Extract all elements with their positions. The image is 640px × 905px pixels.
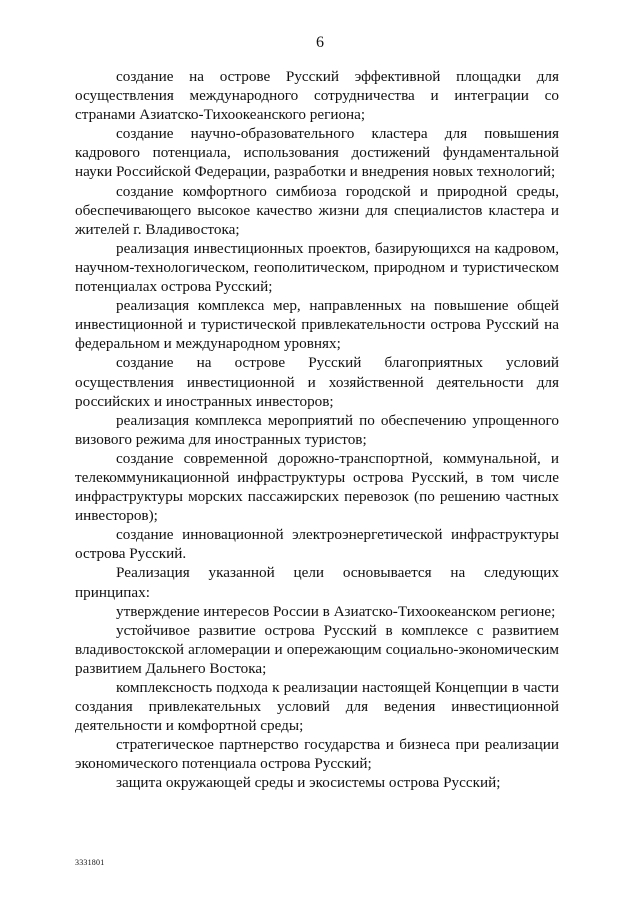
paragraph: стратегическое партнерство государства и бизнеса при реализации экономического потенциала острова Русский; [75, 736, 559, 773]
paragraph: реализация инвестиционных проектов, базирующихся на кадровом, научном-технологическом, геополитическом, природном и туристическом потенциалах острова Русский; [75, 239, 559, 296]
paragraph: создание научно-образовательного кластера для повышения кадрового потенциала, использования достижений фундаментальной науки Российской Федерации, разработки и внедрения новых технологий; [75, 125, 559, 181]
paragraph: реализация комплекса мер, направленных на повышение общей инвестиционной и туристической привлекательности острова Русский на федеральном и международном уровнях; [75, 297, 559, 353]
paragraph: комплексность подхода к реализации настоящей Концепции в части создания привлекательных условий для ведения инвестиционной деятельности и комфортной среды; [75, 679, 559, 735]
paragraph: Реализация указанной цели основывается на следующих принципах: [75, 564, 559, 601]
page-number: 6 [316, 34, 324, 51]
paragraph: реализация комплекса мероприятий по обеспечению упрощенного визового режима для иностранных туристов; [75, 411, 559, 448]
paragraph: создание на острове Русский благоприятных условий осуществления инвестиционной и хозяйственной деятельности для российских и иностранных инвесторов; [75, 354, 559, 410]
paragraph: создание комфортного симбиоза городской и природной среды, обеспечивающего высокое качество жизни для специалистов кластера и жителей г. Владивостока; [75, 182, 559, 238]
paragraph: создание инновационной электроэнергетической инфраструктуры острова Русский. [75, 526, 559, 563]
paragraph: создание на острове Русский эффективной площадки для осуществления международного сотрудничества и интеграции со странами Азиатско-Тихоокеанского региона; [75, 68, 559, 124]
paragraph: устойчивое развитие острова Русский в комплексе с развитием владивостокской агломерации и опережающим социально-экономическим развитием Дальнего Востока; [75, 621, 559, 677]
paragraph: защита окружающей среды и экосистемы острова Русский; [116, 774, 501, 792]
paragraph: создание современной дорожно-транспортной, коммунальной, и телекоммуникационной инфраструктуры острова Русский, в том числе инфраструктуры морских пассажирских перевозок (по решению частных инвесторов); [75, 449, 559, 525]
paragraph: утверждение интересов России в Азиатско-Тихоокеанском регионе; [116, 602, 556, 620]
body-text [75, 67, 559, 793]
document-code: 3331801 [75, 858, 105, 867]
